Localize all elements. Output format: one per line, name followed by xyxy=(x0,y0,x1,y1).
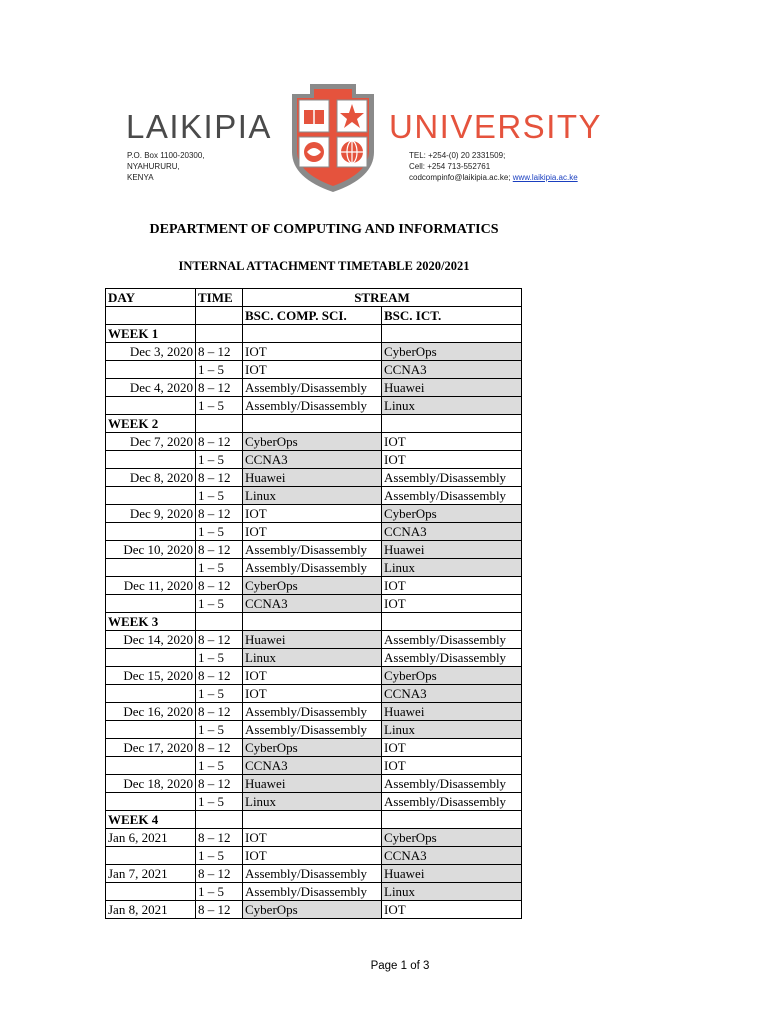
comp-sci-cell: CyberOps xyxy=(243,433,382,451)
day-cell: Dec 18, 2020 xyxy=(106,775,196,793)
table-row xyxy=(106,775,522,793)
week-blank-cell xyxy=(382,811,522,829)
university-name-right: UNIVERSITY xyxy=(389,108,603,145)
header-bsc-ict: BSC. ICT. xyxy=(382,307,522,325)
time-cell: 1 – 5 xyxy=(196,757,243,775)
comp-sci-cell: Huawei xyxy=(243,469,382,487)
comp-sci-cell: IOT xyxy=(243,667,382,685)
time-cell: 8 – 12 xyxy=(196,775,243,793)
time-cell: 8 – 12 xyxy=(196,541,243,559)
table-row xyxy=(106,397,522,415)
table-row xyxy=(106,631,522,649)
table-row xyxy=(106,703,522,721)
week-label: WEEK 1 xyxy=(106,325,196,343)
ict-cell: Linux xyxy=(382,397,522,415)
week-blank-cell xyxy=(243,325,382,343)
department-heading: DEPARTMENT OF COMPUTING AND INFORMATICS xyxy=(149,222,499,237)
table-subheader-row xyxy=(106,307,522,325)
ict-cell: CCNA3 xyxy=(382,847,522,865)
table-row xyxy=(106,379,522,397)
ict-cell: IOT xyxy=(382,577,522,595)
table-row xyxy=(106,541,522,559)
ict-cell: CyberOps xyxy=(382,667,522,685)
time-cell: 8 – 12 xyxy=(196,865,243,883)
comp-sci-cell: CCNA3 xyxy=(243,757,382,775)
day-cell xyxy=(106,559,196,577)
week-blank-cell xyxy=(196,325,243,343)
ict-cell: IOT xyxy=(382,757,522,775)
comp-sci-cell: Assembly/Disassembly xyxy=(243,559,382,577)
table-header-row xyxy=(106,289,522,307)
table-row xyxy=(106,649,522,667)
comp-sci-cell: CyberOps xyxy=(243,901,382,919)
comp-sci-cell: CCNA3 xyxy=(243,451,382,469)
table-row xyxy=(106,901,522,919)
table-row xyxy=(106,847,522,865)
comp-sci-cell: IOT xyxy=(243,829,382,847)
week-row xyxy=(106,325,522,343)
time-cell: 1 – 5 xyxy=(196,793,243,811)
day-cell: Dec 4, 2020 xyxy=(106,379,196,397)
day-cell: Dec 7, 2020 xyxy=(106,433,196,451)
cell-line: Cell: +254 713-552761 xyxy=(409,162,491,171)
comp-sci-cell: CCNA3 xyxy=(243,595,382,613)
table-row xyxy=(106,523,522,541)
ict-cell: Assembly/Disassembly xyxy=(382,649,522,667)
table-row xyxy=(106,595,522,613)
ict-cell: IOT xyxy=(382,595,522,613)
comp-sci-cell: CyberOps xyxy=(243,577,382,595)
day-cell xyxy=(106,361,196,379)
week-blank-cell xyxy=(382,613,522,631)
comp-sci-cell: Linux xyxy=(243,793,382,811)
day-cell xyxy=(106,649,196,667)
comp-sci-cell: Huawei xyxy=(243,631,382,649)
ict-cell: CyberOps xyxy=(382,505,522,523)
time-cell: 1 – 5 xyxy=(196,397,243,415)
table-row xyxy=(106,433,522,451)
week-label: WEEK 3 xyxy=(106,613,196,631)
contact-info xyxy=(409,150,578,183)
time-cell: 8 – 12 xyxy=(196,631,243,649)
table-row xyxy=(106,865,522,883)
table-row xyxy=(106,667,522,685)
ict-cell: CCNA3 xyxy=(382,361,522,379)
page-number: Page 1 of 3 xyxy=(370,960,430,972)
ict-cell: Assembly/Disassembly xyxy=(382,487,522,505)
table-row xyxy=(106,883,522,901)
comp-sci-cell: CyberOps xyxy=(243,739,382,757)
time-cell: 8 – 12 xyxy=(196,379,243,397)
week-blank-cell xyxy=(196,415,243,433)
day-cell xyxy=(106,757,196,775)
table-row xyxy=(106,559,522,577)
day-cell xyxy=(106,721,196,739)
header-stream: STREAM xyxy=(243,289,522,307)
table-row xyxy=(106,487,522,505)
table-row xyxy=(106,685,522,703)
week-blank-cell xyxy=(243,811,382,829)
subheader-blank xyxy=(106,307,196,325)
time-cell: 1 – 5 xyxy=(196,595,243,613)
comp-sci-cell: Assembly/Disassembly xyxy=(243,883,382,901)
ict-cell: Assembly/Disassembly xyxy=(382,469,522,487)
time-cell: 8 – 12 xyxy=(196,739,243,757)
subheader-blank xyxy=(196,307,243,325)
table-row xyxy=(106,469,522,487)
ict-cell: Linux xyxy=(382,721,522,739)
comp-sci-cell: Linux xyxy=(243,649,382,667)
week-blank-cell xyxy=(382,415,522,433)
ict-cell: Huawei xyxy=(382,541,522,559)
ict-cell: Linux xyxy=(382,559,522,577)
comp-sci-cell: IOT xyxy=(243,343,382,361)
letterhead xyxy=(0,70,768,200)
address-line: KENYA xyxy=(127,173,154,182)
university-name-left: LAIKIPIA xyxy=(126,108,272,145)
address-line: NYAHURURU, xyxy=(127,162,180,171)
day-cell: Jan 8, 2021 xyxy=(106,901,196,919)
address-line: P.O. Box 1100-20300, xyxy=(127,151,205,160)
comp-sci-cell: IOT xyxy=(243,847,382,865)
ict-cell: CyberOps xyxy=(382,829,522,847)
tel-line: TEL: +254-(0) 20 2331509; xyxy=(409,151,506,160)
week-blank-cell xyxy=(243,415,382,433)
week-row xyxy=(106,811,522,829)
timetable-title: INTERNAL ATTACHMENT TIMETABLE 2020/2021 xyxy=(178,259,470,273)
week-blank-cell xyxy=(382,325,522,343)
time-cell: 8 – 12 xyxy=(196,343,243,361)
day-cell: Dec 14, 2020 xyxy=(106,631,196,649)
time-cell: 8 – 12 xyxy=(196,433,243,451)
week-row xyxy=(106,415,522,433)
day-cell: Dec 10, 2020 xyxy=(106,541,196,559)
ict-cell: IOT xyxy=(382,451,522,469)
comp-sci-cell: Assembly/Disassembly xyxy=(243,541,382,559)
week-label: WEEK 2 xyxy=(106,415,196,433)
day-cell xyxy=(106,595,196,613)
header-time: TIME xyxy=(196,289,243,307)
day-cell: Jan 6, 2021 xyxy=(106,829,196,847)
ict-cell: IOT xyxy=(382,739,522,757)
time-cell: 8 – 12 xyxy=(196,577,243,595)
table-row xyxy=(106,361,522,379)
day-cell xyxy=(106,847,196,865)
table-row xyxy=(106,451,522,469)
day-cell xyxy=(106,451,196,469)
comp-sci-cell: Assembly/Disassembly xyxy=(243,397,382,415)
header-bsc-comp-sci: BSC. COMP. SCI. xyxy=(243,307,382,325)
ict-cell: Assembly/Disassembly xyxy=(382,775,522,793)
table-row xyxy=(106,829,522,847)
comp-sci-cell: Assembly/Disassembly xyxy=(243,703,382,721)
ict-cell: Assembly/Disassembly xyxy=(382,793,522,811)
time-cell: 8 – 12 xyxy=(196,667,243,685)
day-cell: Jan 7, 2021 xyxy=(106,865,196,883)
table-row xyxy=(106,343,522,361)
ict-cell: Linux xyxy=(382,883,522,901)
time-cell: 1 – 5 xyxy=(196,685,243,703)
time-cell: 1 – 5 xyxy=(196,883,243,901)
week-row xyxy=(106,613,522,631)
day-cell xyxy=(106,685,196,703)
table-row xyxy=(106,505,522,523)
comp-sci-cell: IOT xyxy=(243,361,382,379)
time-cell: 1 – 5 xyxy=(196,361,243,379)
time-cell: 1 – 5 xyxy=(196,847,243,865)
week-blank-cell xyxy=(196,613,243,631)
email-web-line xyxy=(409,172,578,183)
table-row xyxy=(106,739,522,757)
time-cell: 1 – 5 xyxy=(196,721,243,739)
time-cell: 8 – 12 xyxy=(196,703,243,721)
email-text: codcompinfo@laikipia.ac.ke; xyxy=(409,173,511,182)
day-cell: Dec 17, 2020 xyxy=(106,739,196,757)
comp-sci-cell: IOT xyxy=(243,523,382,541)
table-row xyxy=(106,577,522,595)
day-cell: Dec 15, 2020 xyxy=(106,667,196,685)
table-row xyxy=(106,793,522,811)
comp-sci-cell: Huawei xyxy=(243,775,382,793)
ict-cell: Huawei xyxy=(382,703,522,721)
time-cell: 1 – 5 xyxy=(196,649,243,667)
day-cell: Dec 11, 2020 xyxy=(106,577,196,595)
day-cell: Dec 8, 2020 xyxy=(106,469,196,487)
time-cell: 8 – 12 xyxy=(196,505,243,523)
week-blank-cell xyxy=(196,811,243,829)
time-cell: 8 – 12 xyxy=(196,469,243,487)
comp-sci-cell: Assembly/Disassembly xyxy=(243,865,382,883)
website-link[interactable]: www.laikipia.ac.ke xyxy=(512,173,578,182)
day-cell xyxy=(106,487,196,505)
time-cell: 1 – 5 xyxy=(196,523,243,541)
ict-cell: IOT xyxy=(382,901,522,919)
ict-cell: CyberOps xyxy=(382,343,522,361)
comp-sci-cell: Assembly/Disassembly xyxy=(243,379,382,397)
postal-address xyxy=(127,150,205,183)
table-row xyxy=(106,721,522,739)
week-label: WEEK 4 xyxy=(106,811,196,829)
comp-sci-cell: IOT xyxy=(243,505,382,523)
day-cell xyxy=(106,883,196,901)
comp-sci-cell: Assembly/Disassembly xyxy=(243,721,382,739)
university-crest-logo xyxy=(290,80,376,194)
time-cell: 8 – 12 xyxy=(196,901,243,919)
day-cell: Dec 9, 2020 xyxy=(106,505,196,523)
ict-cell: Huawei xyxy=(382,379,522,397)
time-cell: 1 – 5 xyxy=(196,559,243,577)
week-blank-cell xyxy=(243,613,382,631)
day-cell xyxy=(106,397,196,415)
ict-cell: CCNA3 xyxy=(382,523,522,541)
comp-sci-cell: Linux xyxy=(243,487,382,505)
time-cell: 1 – 5 xyxy=(196,487,243,505)
timetable xyxy=(105,288,522,919)
ict-cell: Huawei xyxy=(382,865,522,883)
ict-cell: Assembly/Disassembly xyxy=(382,631,522,649)
day-cell xyxy=(106,793,196,811)
header-day: DAY xyxy=(106,289,196,307)
comp-sci-cell: IOT xyxy=(243,685,382,703)
day-cell: Dec 16, 2020 xyxy=(106,703,196,721)
time-cell: 8 – 12 xyxy=(196,829,243,847)
ict-cell: IOT xyxy=(382,433,522,451)
day-cell: Dec 3, 2020 xyxy=(106,343,196,361)
time-cell: 1 – 5 xyxy=(196,451,243,469)
ict-cell: CCNA3 xyxy=(382,685,522,703)
day-cell xyxy=(106,523,196,541)
table-row xyxy=(106,757,522,775)
